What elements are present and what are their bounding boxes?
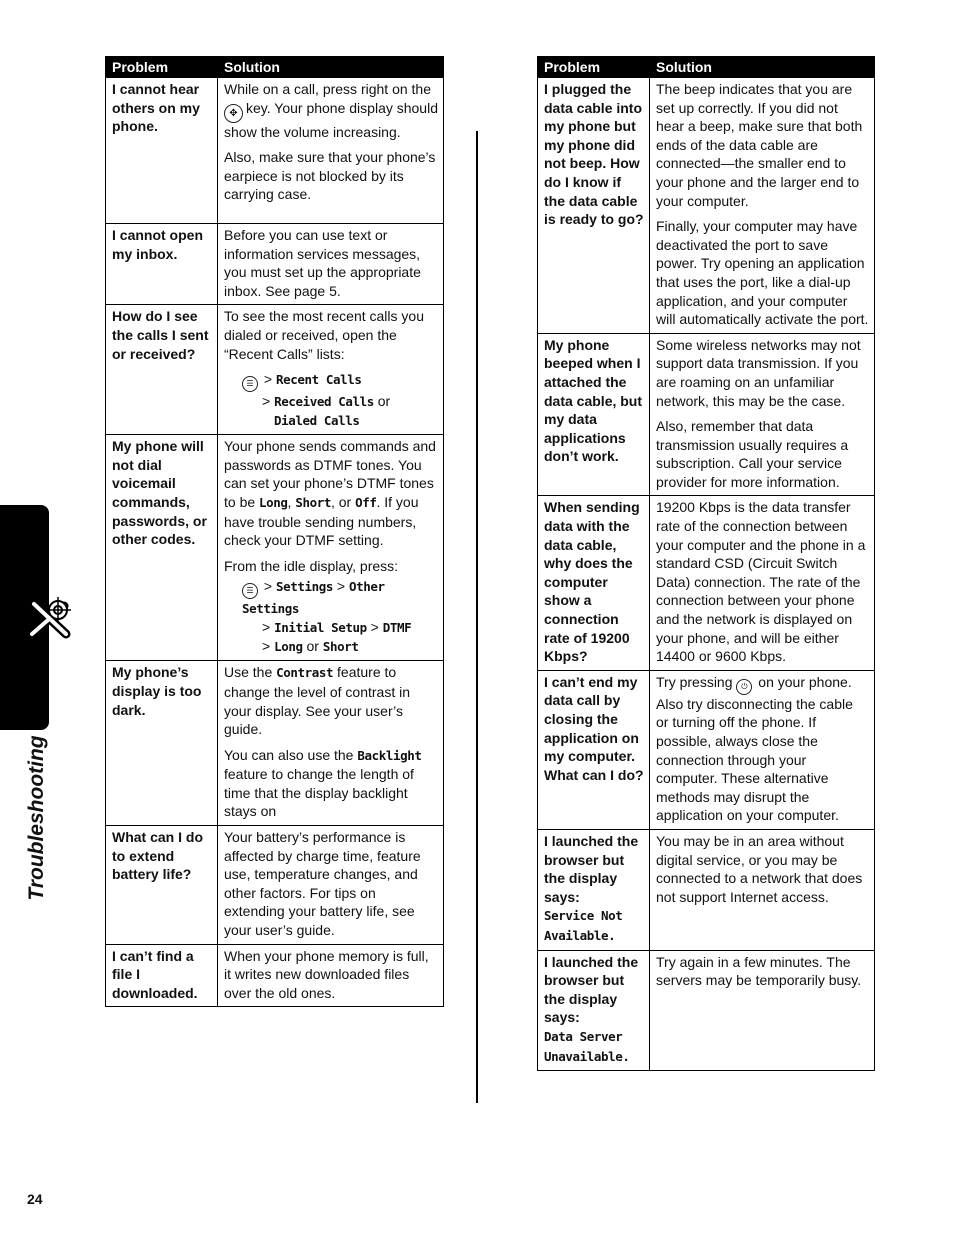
solution-text: Use the (224, 664, 273, 681)
problem-cell: My phone beeped when I attached the data cable, but my data applications don’t work. (538, 333, 650, 496)
solution-header: Solution (650, 57, 875, 78)
problem-cell: I can’t end my data call by closing the application on my computer. What can I do? (538, 670, 650, 829)
solution-text: Try pressing (656, 673, 733, 690)
menu-key-icon: ☰ (242, 583, 258, 599)
problem-text: I launched the browser but the display says: (544, 953, 639, 1026)
menu-item: DTMF (382, 620, 412, 636)
solution-header: Solution (218, 57, 444, 78)
solution-cell (218, 826, 444, 945)
table-row (538, 496, 875, 670)
menu-item: Long (274, 639, 303, 655)
problem-text: I launched the browser but the display says: (544, 832, 639, 905)
solution-text: The beep indicates that you are set up correctly. If you did not hear a beep, make sure that both ends of the data cable are connected—the smaller end to your phone and the larger end to your computer. (656, 81, 863, 209)
solution-cell (650, 496, 875, 670)
or-text: or (306, 638, 319, 655)
or-text: or (338, 493, 352, 510)
solution-text: When your phone memory is full, it writes new downloaded files over the old ones. (224, 947, 429, 1001)
menu-path: ☰ > Recent Calls > Received Calls or Dialed Calls (224, 370, 438, 430)
solution-cell (218, 661, 444, 826)
solution-text: While on a call, press right on the (224, 81, 431, 97)
solution-text: You may be in an area without digital service, or you may be connected to a network that does not support Internet access. (656, 832, 863, 905)
solution-text: feature to change the length of time that the display backlight stays on (224, 766, 414, 820)
solution-cell (218, 78, 444, 224)
table-row (106, 826, 444, 945)
table-row (538, 950, 875, 1071)
table-row (106, 944, 444, 1007)
table-row (538, 829, 875, 950)
option-short: Short (295, 494, 331, 510)
table-row (538, 333, 875, 496)
menu-item: Initial Setup (274, 620, 367, 636)
table-row (106, 661, 444, 826)
right-troubleshooting-table (537, 56, 875, 1071)
solution-text: To see the most recent calls you dialed or received, open the “Recent Calls” lists: (224, 308, 424, 362)
solution-cell: Your phone sends commands and passwords as DTMF tones. You can set your phone’s DTMF tones to be Long, Short, or Off. If you have trouble sending numbers, check your DTMF setting. From the idle display, press: ☰ > Settings > Other Settings > Initial Setup > DTMF > Long or Short (218, 435, 444, 661)
solution-text: Before you can use text or information services messages, you must set up the appropriate inbox. See page 5. (224, 227, 421, 299)
navigation-key-icon: ✥ (224, 104, 243, 123)
menu-path: ☰ > Settings > Other Settings > Initial Setup > DTMF > Long or Short (242, 578, 412, 655)
menu-item: Received Calls (274, 394, 374, 410)
table-row (106, 224, 444, 305)
solution-text: on your phone. Also try disconnecting the cable or turning off the phone. If possible, always close the connection through your computer. These alternative methods may disrupt the application on your computer. (656, 673, 853, 824)
or-text: or (377, 393, 391, 410)
solution-cell (218, 224, 444, 305)
table-row (106, 305, 444, 435)
menu-item: Dialed Calls (274, 413, 360, 429)
problem-cell: My phone’s display is too dark. (106, 661, 218, 826)
column-divider (476, 131, 478, 1103)
menu-item: Short (322, 639, 359, 655)
left-troubleshooting-table (105, 56, 444, 1007)
display-message: Data Server Unavailable. (544, 1028, 630, 1064)
problem-cell: I plugged the data cable into my phone but my phone did not beep. How do I know if the data cable is ready to go? (538, 78, 650, 334)
solution-cell (650, 333, 875, 496)
menu-item: Recent Calls (275, 372, 362, 388)
solution-text: Finally, your computer may have deactivated the port to save power. Try opening an application that uses the port, like a dial-up application, and your computer will automatically activate the port. (656, 218, 869, 328)
problem-cell: My phone will not dial voicemail commands, passwords, or other codes. (106, 435, 218, 661)
problem-cell (538, 829, 650, 950)
solution-text: Also, make sure that your phone’s earpiece is not blocked by its carrying case. (224, 149, 436, 203)
section-label: Troubleshooting (25, 735, 48, 901)
table-row (538, 78, 875, 334)
problem-cell: I cannot open my inbox. (106, 224, 218, 305)
solution-cell (218, 944, 444, 1007)
solution-text: . If you have trouble sending numbers, check your DTMF setting. (224, 493, 419, 549)
page-number: 24 (27, 1191, 43, 1207)
solution-text: 19200 Kbps is the data transfer rate of the connection between your computer and the phone in a standard CSD (Circuit Switch Data) connection. The rate of the connection between your phone and the network is displayed on your phone, and will be either 14400 or 9600 Kbps. (656, 499, 866, 665)
option-off: Off (355, 494, 377, 510)
table-row (106, 435, 444, 661)
problem-header: Problem (106, 57, 218, 78)
table-row (538, 670, 875, 829)
solution-cell (650, 950, 875, 1071)
problem-cell: When sending data with the data cable, why does the computer show a connection rate of 19200 Kbps? (538, 496, 650, 670)
problem-cell: I cannot hear others on my phone. (106, 78, 218, 224)
problem-cell: How do I see the calls I sent or received? (106, 305, 218, 435)
table-header-row (106, 57, 444, 78)
solution-text: Your battery’s performance is affected by charge time, feature use, temperature changes, and other factors. For tips on extending your battery life, see your user’s guide. (224, 829, 421, 939)
menu-item: Settings (275, 579, 333, 595)
problem-cell (538, 950, 650, 1071)
option-long: Long (259, 494, 288, 510)
solution-cell (650, 670, 875, 829)
menu-item: Other Settings (242, 579, 385, 617)
solution-text: From the idle display, press: (224, 557, 399, 574)
menu-key-icon: ☰ (242, 376, 258, 392)
feature-name: Backlight (357, 747, 422, 763)
wrench-target-icon (24, 594, 74, 644)
solution-cell (218, 305, 444, 435)
solution-cell (650, 78, 875, 334)
problem-cell: What can I do to extend battery life? (106, 826, 218, 945)
table-header-row (538, 57, 875, 78)
solution-text: Try again in a few minutes. The servers may be temporarily busy. (656, 953, 862, 989)
solution-text: You can also use the (224, 746, 354, 763)
solution-text: Some wireless networks may not support data transmission. If you are roaming on an unfamiliar network, this may be the case. (656, 336, 861, 409)
feature-name: Contrast (276, 665, 334, 681)
table-row (106, 78, 444, 224)
solution-text: Your phone sends commands and passwords as DTMF tones. You can set your phone’s DTMF tones to be (224, 438, 436, 510)
problem-cell: I can’t find a file I downloaded. (106, 944, 218, 1007)
display-message: Service Not Available. (544, 908, 623, 943)
solution-text: feature to change the level of contrast in your display. See your user’s guide. (224, 664, 411, 738)
problem-header: Problem (538, 57, 650, 78)
solution-text: key. Your phone display should show the volume increasing. (224, 99, 438, 140)
end-key-icon: ⏻ (736, 679, 752, 695)
solution-cell (650, 829, 875, 950)
solution-text: Also, remember that data transmission usually requires a subscription. Call your service provider for more information. (656, 418, 849, 490)
